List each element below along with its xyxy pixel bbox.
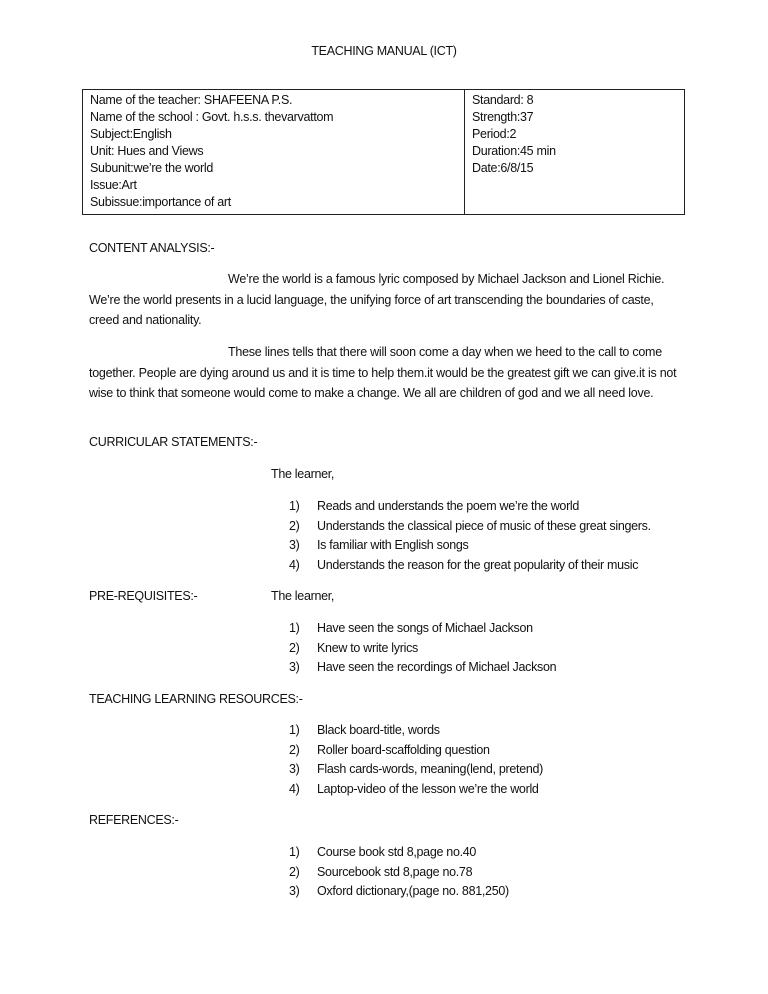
page-title: TEACHING MANUAL (ICT) — [311, 44, 457, 58]
resources-list — [289, 721, 543, 799]
references-heading: REFERENCES:- — [89, 813, 179, 827]
list-item: 3) Is familiar with English songs — [289, 538, 469, 552]
prerequisites-heading: PRE-REQUISITES:- — [89, 589, 198, 603]
list-item: 1) Course book std 8,page no.40 — [289, 845, 477, 859]
resources-heading: TEACHING LEARNING RESOURCES:- — [89, 692, 303, 706]
lesson-info-table — [82, 89, 685, 215]
standard: Standard: 8 — [472, 93, 534, 107]
curricular-statements-heading: CURRICULAR STATEMENTS:- — [89, 435, 258, 449]
list-item: 2) Understands the classical piece of music of these great singers. — [289, 518, 651, 533]
date: Date:6/8/15 — [472, 161, 534, 175]
list-item: 1) Have seen the songs of Michael Jackson — [289, 621, 533, 635]
strength: Strength:37 — [472, 110, 534, 124]
school-name: Name of the school : Govt. h.s.s. thevarvattom — [90, 110, 334, 124]
duration: Duration:45 min — [472, 144, 556, 158]
paragraph-1-rest: Richie. We’re the world presents in a lucid language, the unifying force of art transcending the boundaries of caste, creed and nationality. — [89, 272, 665, 327]
references-list — [289, 843, 509, 902]
paragraph-2-first-line: These lines tells that there will soon come a day when we heed to the call to — [228, 345, 630, 359]
prerequisites-list — [289, 619, 556, 678]
lesson-info-right-cell — [465, 90, 685, 215]
teacher-name: Name of the teacher: SHAFEENA P.S. — [90, 93, 293, 107]
list-item: 1) Reads and understands the poem we’re the world — [289, 499, 580, 513]
list-item: 1) Black board-title, words — [289, 723, 440, 737]
curricular-list — [289, 497, 651, 575]
list-item: 3) Have seen the recordings of Michael Jackson — [289, 660, 557, 674]
unit: Unit: Hues and Views — [90, 144, 204, 158]
list-item: 3) Flash cards-words, meaning(lend, pretend) — [289, 762, 544, 776]
content-analysis-heading: CONTENT ANALYSIS:- — [89, 241, 215, 255]
list-item: 4) Laptop-video of the lesson we’re the world — [289, 781, 539, 796]
paragraph-1-first-line: We’re the world is a famous lyric composed by Michael Jackson and Lionel — [228, 272, 625, 286]
list-item: 2) Roller board-scaffolding question — [289, 742, 490, 757]
list-item: 3) Oxford dictionary,(page no. 881,250) — [289, 884, 509, 898]
prerequisites-lead: The learner, — [271, 589, 335, 603]
paragraph-2-rest: come together. People are dying around us and it is time to help them.it would be the greatest gift we can give.it is not wise to think that someone would come to make a change. We all are children of god and we all need love. — [89, 345, 677, 400]
subject: Subject:English — [90, 127, 172, 141]
subissue: Subissue:importance of art — [90, 195, 231, 209]
list-item: 4) Understands the reason for the great popularity of their music — [289, 557, 639, 572]
period: Period:2 — [472, 127, 517, 141]
content-analysis-paragraph-2 — [89, 342, 679, 404]
subunit: Subunit:we’re the world — [90, 161, 214, 175]
curricular-lead: The learner, — [271, 467, 335, 481]
issue: Issue:Art — [90, 178, 137, 192]
list-item: 2) Sourcebook std 8,page no.78 — [289, 864, 473, 879]
lesson-info-left-cell — [83, 90, 465, 215]
content-analysis-paragraph-1 — [89, 269, 679, 331]
list-item: 2) Knew to write lyrics — [289, 640, 418, 655]
